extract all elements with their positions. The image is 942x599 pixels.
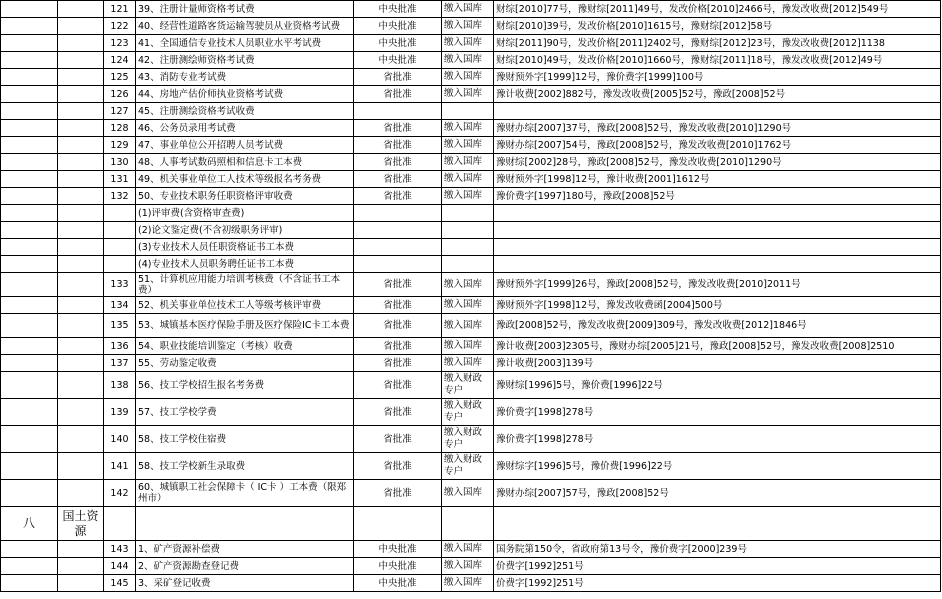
category-number-cell — [1, 480, 58, 507]
approval-authority: 中央批准 — [354, 18, 442, 35]
legal-basis: 豫价费字[1997]180号，豫政[2008]52号 — [494, 188, 941, 205]
legal-basis: 豫财综[1996]5号，豫价费[1996]22号 — [494, 372, 941, 399]
row-number: 125 — [104, 69, 136, 86]
fee-name: 52、机关事业单位技术工人等级考核评审费 — [136, 297, 354, 314]
approval-authority — [354, 103, 442, 120]
approval-authority: 省批准 — [354, 314, 442, 338]
row-number: 144 — [104, 558, 136, 575]
fund-destination: 缴入国库 — [442, 273, 494, 297]
category-number-cell — [1, 1, 58, 18]
legal-basis — [494, 507, 941, 541]
approval-authority — [354, 239, 442, 256]
fund-destination: 缴入国库 — [442, 575, 494, 592]
fee-name: 58、技工学校新生录取费 — [136, 453, 354, 480]
fund-destination: 缴入财政专户 — [442, 426, 494, 453]
category-name-cell — [58, 426, 104, 453]
legal-basis: 价费字[1992]251号 — [494, 575, 941, 592]
fund-destination: 缴入国库 — [442, 52, 494, 69]
sub-item-row — [1, 222, 941, 239]
legal-basis: 豫财预外字[1999]26号，豫政[2008]52号，豫发改收费[2010]2011号 — [494, 273, 941, 297]
category-number-cell — [1, 86, 58, 103]
fee-name: 50、专业技术职务任职资格评审收费 — [136, 188, 354, 205]
approval-authority: 中央批准 — [354, 541, 442, 558]
category-name-cell — [58, 355, 104, 372]
legal-basis — [494, 222, 941, 239]
legal-basis: 豫政[2008]52号，豫发改收费[2009]309号，豫发改收费[2012]1846号 — [494, 314, 941, 338]
fee-name: 1、矿产资源补偿费 — [136, 541, 354, 558]
legal-basis: 财综[2010]49号，发改价格[2010]1660号，豫财综[2011]18号，豫发改收费[2012]49号 — [494, 52, 941, 69]
row-number: 139 — [104, 399, 136, 426]
row-number: 137 — [104, 355, 136, 372]
fund-destination — [442, 239, 494, 256]
row-number: 135 — [104, 314, 136, 338]
legal-basis: 豫财预外字[1998]12号，豫计收费[2001]1612号 — [494, 171, 941, 188]
legal-basis: 豫计收费[2003]139号 — [494, 355, 941, 372]
fee-name: 51、计算机应用能力培训考核费（不含证书工本费） — [136, 273, 354, 297]
category-name-cell — [58, 103, 104, 120]
approval-authority: 省批准 — [354, 426, 442, 453]
table-row — [1, 372, 941, 399]
fund-destination: 缴入国库 — [442, 355, 494, 372]
row-number — [104, 205, 136, 222]
fund-destination: 缴入国库 — [442, 314, 494, 338]
legal-basis: 豫财综字[1996]5号，豫价费[1996]22号 — [494, 453, 941, 480]
category-number: 八 — [1, 507, 58, 541]
category-number-cell — [1, 18, 58, 35]
category-number-cell — [1, 372, 58, 399]
sub-item-name: (3)专业技术人员任职资格证书工本费 — [136, 239, 354, 256]
row-number: 130 — [104, 154, 136, 171]
legal-basis — [494, 256, 941, 273]
fund-destination: 缴入国库 — [442, 137, 494, 154]
category-name-cell — [58, 399, 104, 426]
row-number: 131 — [104, 171, 136, 188]
category-name-cell — [58, 1, 104, 18]
category-name-cell — [58, 171, 104, 188]
table-row — [1, 69, 941, 86]
row-number: 145 — [104, 575, 136, 592]
fee-name — [136, 507, 354, 541]
row-number: 124 — [104, 52, 136, 69]
legal-basis: 价费字[1992]251号 — [494, 558, 941, 575]
row-number: 141 — [104, 453, 136, 480]
category-number-cell — [1, 239, 58, 256]
table-row — [1, 120, 941, 137]
fund-destination: 缴入国库 — [442, 297, 494, 314]
approval-authority: 省批准 — [354, 273, 442, 297]
row-number: 140 — [104, 426, 136, 453]
approval-authority: 省批准 — [354, 154, 442, 171]
legal-basis: 豫财预外字[1998]12号，豫发改收费函[2004]500号 — [494, 297, 941, 314]
sub-item-row — [1, 239, 941, 256]
category-number-cell — [1, 256, 58, 273]
fee-name: 54、职业技能培训鉴定（考核）收费 — [136, 338, 354, 355]
category-number-cell — [1, 137, 58, 154]
row-number — [104, 507, 136, 541]
category-name-cell — [58, 35, 104, 52]
legal-basis: 豫财综[2002]28号，豫政[2008]52号，豫发改收费[2010]1290号 — [494, 154, 941, 171]
fund-destination: 缴入财政专户 — [442, 399, 494, 426]
row-number: 133 — [104, 273, 136, 297]
category-number-cell — [1, 314, 58, 338]
approval-authority: 省批准 — [354, 355, 442, 372]
category-name-cell — [58, 256, 104, 273]
category-name-cell — [58, 273, 104, 297]
legal-basis: 豫价费字[1998]278号 — [494, 399, 941, 426]
row-number — [104, 256, 136, 273]
fund-destination: 缴入国库 — [442, 69, 494, 86]
legal-basis: 豫财预外字[1999]12号，豫价费字[1999]100号 — [494, 69, 941, 86]
fee-name: 41、全国通信专业技术人员职业水平考试费 — [136, 35, 354, 52]
category-number-cell — [1, 399, 58, 426]
category-row — [1, 507, 941, 541]
legal-basis — [494, 103, 941, 120]
fund-destination: 缴入国库 — [442, 188, 494, 205]
fund-destination — [442, 507, 494, 541]
table-row — [1, 273, 941, 297]
legal-basis: 财综[2010]39号，发改价格[2010]1615号，豫财综[2012]58号 — [494, 18, 941, 35]
approval-authority: 中央批准 — [354, 575, 442, 592]
table-row — [1, 426, 941, 453]
approval-authority — [354, 256, 442, 273]
category-name-cell — [58, 18, 104, 35]
category-name-cell — [58, 297, 104, 314]
approval-authority: 省批准 — [354, 188, 442, 205]
fee-name: 39、注册计量师资格考试费 — [136, 1, 354, 18]
approval-authority: 省批准 — [354, 453, 442, 480]
table-row — [1, 171, 941, 188]
table-row — [1, 558, 941, 575]
category-number-cell — [1, 205, 58, 222]
fee-name: 55、劳动鉴定收费 — [136, 355, 354, 372]
row-number: 121 — [104, 1, 136, 18]
legal-basis: 豫计收费[2002]882号，豫发改收费[2005]52号，豫政[2008]52号 — [494, 86, 941, 103]
approval-authority: 省批准 — [354, 171, 442, 188]
row-number — [104, 222, 136, 239]
fund-destination: 缴入国库 — [442, 120, 494, 137]
fund-destination: 缴入国库 — [442, 558, 494, 575]
legal-basis: 财综[2011]90号，发改价格[2011]2402号，豫财综[2012]23号，豫发改收费[2012]1138 — [494, 35, 941, 52]
approval-authority: 省批准 — [354, 69, 442, 86]
category-name-cell — [58, 205, 104, 222]
fund-destination: 缴入国库 — [442, 154, 494, 171]
fee-name: 3、采矿登记收费 — [136, 575, 354, 592]
legal-basis: 豫财办综[2007]37号，豫政[2008]52号，豫发改收费[2010]1290号 — [494, 120, 941, 137]
approval-authority: 中央批准 — [354, 35, 442, 52]
approval-authority: 省批准 — [354, 399, 442, 426]
category-name-cell — [58, 69, 104, 86]
legal-basis: 豫财办综[2007]57号，豫政[2008]52号 — [494, 480, 941, 507]
category-name-cell — [58, 86, 104, 103]
fee-name: 44、房地产估价师执业资格考试费 — [136, 86, 354, 103]
sub-item-row — [1, 205, 941, 222]
category-name-cell — [58, 372, 104, 399]
fee-name: 45、注册测绘资格考试收费 — [136, 103, 354, 120]
category-name-cell — [58, 338, 104, 355]
approval-authority: 省批准 — [354, 86, 442, 103]
fund-destination: 缴入国库 — [442, 18, 494, 35]
approval-authority: 省批准 — [354, 137, 442, 154]
category-name-cell — [58, 137, 104, 154]
table-row — [1, 575, 941, 592]
row-number: 128 — [104, 120, 136, 137]
legal-basis: 豫财办综[2007]54号，豫政[2008]52号，豫发改收费[2010]1762号 — [494, 137, 941, 154]
table-row — [1, 52, 941, 69]
fee-name: 58、技工学校住宿费 — [136, 426, 354, 453]
legal-basis: 豫计收费[2003]2305号，豫财办综[2005]21号，豫政[2008]52号，豫发改收费[2008]2510 — [494, 338, 941, 355]
fund-destination: 缴入国库 — [442, 338, 494, 355]
category-number-cell — [1, 273, 58, 297]
category-number-cell — [1, 453, 58, 480]
table-row — [1, 137, 941, 154]
approval-authority — [354, 205, 442, 222]
approval-authority: 中央批准 — [354, 52, 442, 69]
category-name-cell — [58, 314, 104, 338]
approval-authority: 省批准 — [354, 338, 442, 355]
row-number: 143 — [104, 541, 136, 558]
row-number: 138 — [104, 372, 136, 399]
category-name-cell — [58, 120, 104, 137]
sub-item-row — [1, 256, 941, 273]
category-number-cell — [1, 171, 58, 188]
table-row — [1, 35, 941, 52]
table-row — [1, 480, 941, 507]
row-number — [104, 239, 136, 256]
sub-item-name: (1)评审费(含资格审查费) — [136, 205, 354, 222]
fund-destination: 缴入国库 — [442, 480, 494, 507]
category-number-cell — [1, 52, 58, 69]
fee-name: 40、经营性道路客货运输驾驶员从业资格考试费 — [136, 18, 354, 35]
row-number: 136 — [104, 338, 136, 355]
fund-destination — [442, 103, 494, 120]
category-number-cell — [1, 338, 58, 355]
fee-name: 60、城镇职工社会保障卡（ IC卡 ）工本费（限郑州市） — [136, 480, 354, 507]
category-name-cell — [58, 52, 104, 69]
category-number-cell — [1, 297, 58, 314]
approval-authority: 省批准 — [354, 372, 442, 399]
category-number-cell — [1, 69, 58, 86]
approval-authority — [354, 222, 442, 239]
row-number: 127 — [104, 103, 136, 120]
category-number-cell — [1, 103, 58, 120]
legal-basis: 财综[2010]77号，豫财综[2011]49号，发改价格[2010]2466号，豫发改收费[2012]549号 — [494, 1, 941, 18]
legal-basis: 豫价费字[1998]278号 — [494, 426, 941, 453]
table-row — [1, 154, 941, 171]
approval-authority: 省批准 — [354, 297, 442, 314]
table-row — [1, 18, 941, 35]
row-number: 132 — [104, 188, 136, 205]
fund-destination: 缴入财政专户 — [442, 453, 494, 480]
table-row — [1, 453, 941, 480]
category-number-cell — [1, 35, 58, 52]
fee-name: 2、矿产资源勘查登记费 — [136, 558, 354, 575]
category-number-cell — [1, 355, 58, 372]
fund-destination: 缴入国库 — [442, 35, 494, 52]
fee-name: 43、消防专业考试费 — [136, 69, 354, 86]
category-name-cell — [58, 239, 104, 256]
fund-destination: 缴入国库 — [442, 171, 494, 188]
approval-authority: 省批准 — [354, 480, 442, 507]
legal-basis — [494, 205, 941, 222]
category-number-cell — [1, 120, 58, 137]
table-row — [1, 297, 941, 314]
table-row — [1, 399, 941, 426]
sub-item-name: (2)论文鉴定费(不含初级职务评审) — [136, 222, 354, 239]
fund-destination: 缴入财政专户 — [442, 372, 494, 399]
category-name: 国土资源 — [58, 507, 104, 541]
table-row — [1, 338, 941, 355]
fee-name: 53、城镇基本医疗保险手册及医疗保险IC卡工本费 — [136, 314, 354, 338]
fund-destination: 缴入国库 — [442, 1, 494, 18]
fee-name: 57、技工学校学费 — [136, 399, 354, 426]
row-number: 122 — [104, 18, 136, 35]
fund-destination: 缴入国库 — [442, 541, 494, 558]
fund-destination: 缴入国库 — [442, 86, 494, 103]
fee-name: 42、注册测绘师资格考试费 — [136, 52, 354, 69]
legal-basis: 国务院第150令，省政府第13号令，豫价费字[2000]239号 — [494, 541, 941, 558]
approval-authority — [354, 507, 442, 541]
table-row — [1, 314, 941, 338]
category-name-cell — [58, 541, 104, 558]
category-number-cell — [1, 426, 58, 453]
category-name-cell — [58, 453, 104, 480]
category-number-cell — [1, 222, 58, 239]
category-name-cell — [58, 154, 104, 171]
fund-destination — [442, 256, 494, 273]
fee-name: 56、技工学校招生报名考务费 — [136, 372, 354, 399]
category-name-cell — [58, 188, 104, 205]
category-number-cell — [1, 558, 58, 575]
approval-authority: 中央批准 — [354, 558, 442, 575]
fund-destination — [442, 222, 494, 239]
category-name-cell — [58, 575, 104, 592]
fee-name: 46、公务员录用考试费 — [136, 120, 354, 137]
category-name-cell — [58, 480, 104, 507]
fund-destination — [442, 205, 494, 222]
row-number: 126 — [104, 86, 136, 103]
fee-name: 47、事业单位公开招聘人员考试费 — [136, 137, 354, 154]
approval-authority: 中央批准 — [354, 1, 442, 18]
approval-authority: 省批准 — [354, 120, 442, 137]
table-row — [1, 103, 941, 120]
fee-name: 49、机关事业单位工人技术等级报名考务费 — [136, 171, 354, 188]
row-number: 129 — [104, 137, 136, 154]
category-number-cell — [1, 188, 58, 205]
table-row — [1, 86, 941, 103]
table-row — [1, 541, 941, 558]
category-name-cell — [58, 222, 104, 239]
category-name-cell — [58, 558, 104, 575]
row-number: 134 — [104, 297, 136, 314]
table-row — [1, 355, 941, 372]
category-number-cell — [1, 154, 58, 171]
row-number: 142 — [104, 480, 136, 507]
legal-basis — [494, 239, 941, 256]
table-row — [1, 188, 941, 205]
category-number-cell — [1, 541, 58, 558]
sub-item-name: (4)专业技术人员职务聘任证书工本费 — [136, 256, 354, 273]
fee-name: 48、人事考试数码照相和信息卡工本费 — [136, 154, 354, 171]
category-number-cell — [1, 575, 58, 592]
row-number: 123 — [104, 35, 136, 52]
table-row — [1, 1, 941, 18]
